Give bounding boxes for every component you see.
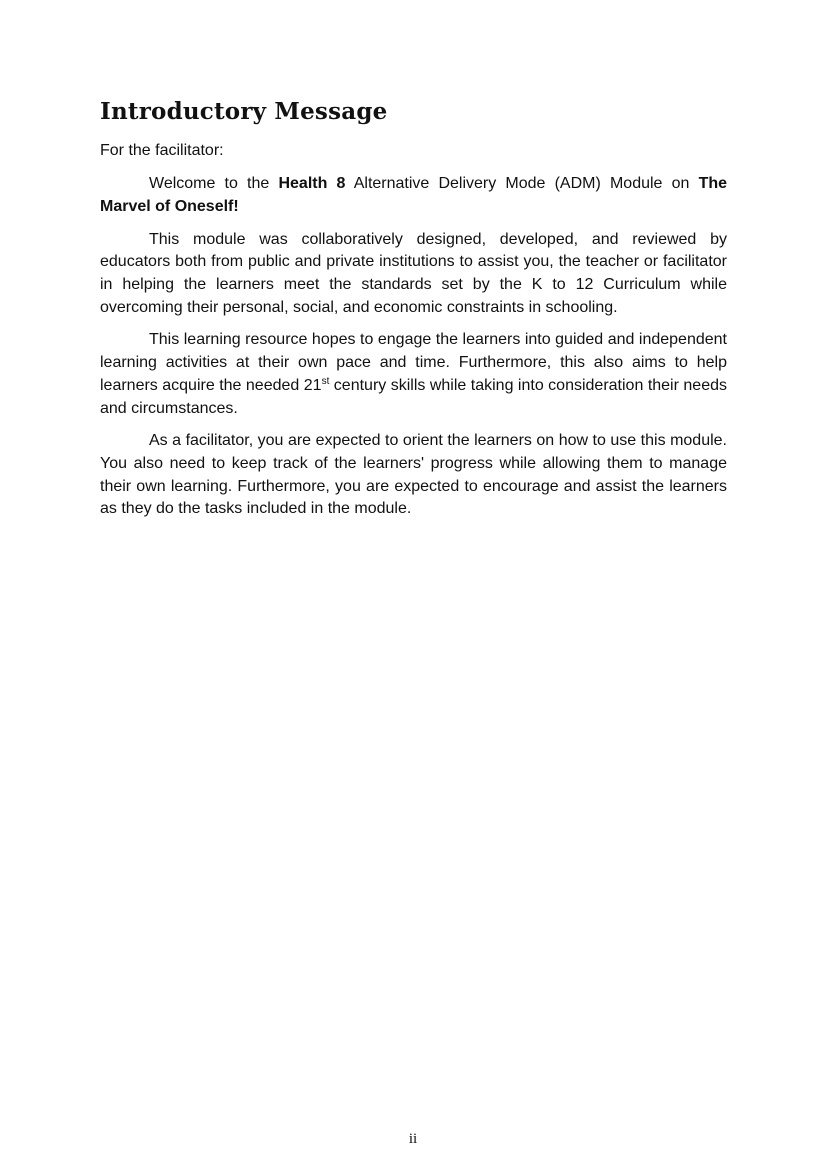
text: This learning resource hopes to engage the learners into guided and independent learning activities at their own pace and time. Furthermore, this also aims to help learners acquire the needed 21 xyxy=(100,331,727,394)
paragraph-module-design: This module was collaboratively designed, developed, and reviewed by educators both from public and private institutions to assist you, the teacher or facilitator in helping the learners meet the standards set by the K to 12 Curriculum while overcoming their personal, social, and economic constraints in schooling. xyxy=(100,230,727,316)
paragraph-welcome xyxy=(100,173,727,218)
text: Alternative Delivery Mode (ADM) Module on xyxy=(345,175,699,193)
module-title: The Marvel of Oneself! xyxy=(100,175,728,215)
paragraph-facilitator-role: As a facilitator, you are expected to orient the learners on how to use this module. You also need to keep track of the learners' progress while allowing them to manage their own learning. Furthermore, you are expected to encourage and assist the learners as they do the tasks included in the module. xyxy=(100,432,727,518)
paragraph-learning-resource xyxy=(100,329,727,420)
text: Welcome to the xyxy=(149,175,279,193)
page-number: ii xyxy=(408,1131,418,1147)
page-title: Introductory Message xyxy=(100,98,388,125)
subject-name: Health 8 xyxy=(278,175,346,193)
message-body xyxy=(100,140,727,531)
salutation: For the facilitator: xyxy=(100,142,224,159)
superscript: st xyxy=(321,375,330,387)
text: century skills while taking into consideration their needs and circumstances. xyxy=(100,376,727,417)
